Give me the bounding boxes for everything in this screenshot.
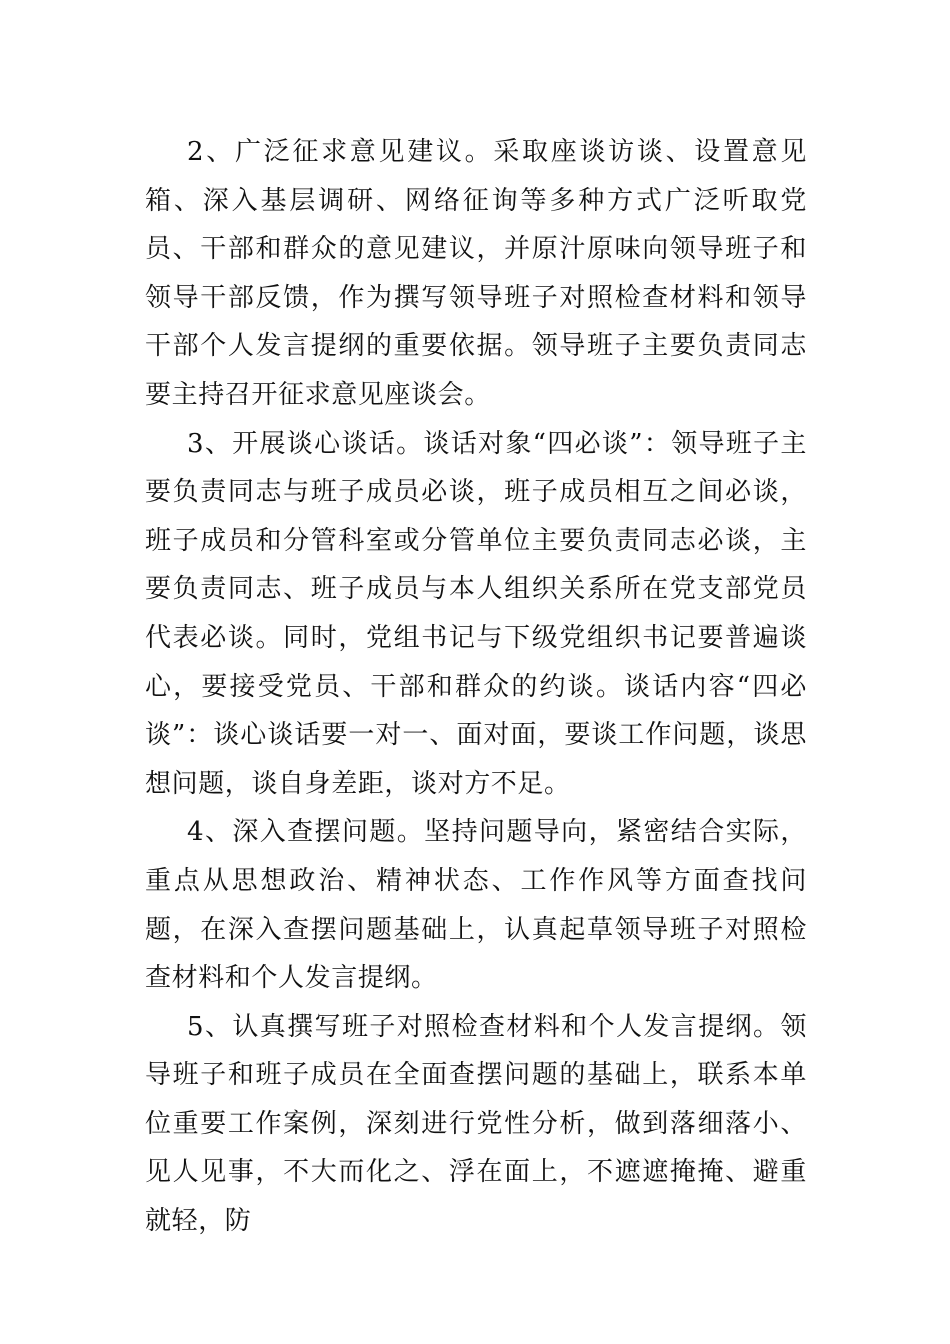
paragraph-3: 3、开展谈心谈话。谈话对象“四必谈”：领导班子主要负责同志与班子成员必谈，班子成员相互之间必谈，班子成员和分管科室或分管单位主要负责同志必谈，主要负责同志、班子成员与本人组织关系所在党支部党员代表必谈。同时，党组书记与下级党组织书记要普遍谈心，要接受党员、干部和群众的约谈。谈话内容“四必谈”：谈心谈话要一对一、面对面，要谈工作问题，谈思想问题，谈自身差距，谈对方不足。	[145, 428, 807, 799]
document-body	[145, 128, 807, 1246]
paragraph-4: 4、深入查摆问题。坚持问题导向，紧密结合实际，重点从思想政治、精神状态、工作作风等方面查找问题，在深入查摆问题基础上，认真起草领导班子对照检查材料和个人发言提纲。	[145, 817, 807, 994]
paragraph-2: 2、广泛征求意见建议。采取座谈访谈、设置意见箱、深入基层调研、网络征询等多种方式广泛听取党员、干部和群众的意见建议，并原汁原味向领导班子和领导干部反馈，作为撰写领导班子对照检查材料和领导干部个人发言提纲的重要依据。领导班子主要负责同志要主持召开征求意见座谈会。	[145, 137, 807, 410]
paragraph-5: 5、认真撰写班子对照检查材料和个人发言提纲。领导班子和班子成员在全面查摆问题的基础上，联系本单位重要工作案例，深刻进行党性分析，做到落细落小、见人见事，不大而化之、浮在面上，不遮遮掩掩、避重就轻，防	[145, 1011, 807, 1237]
